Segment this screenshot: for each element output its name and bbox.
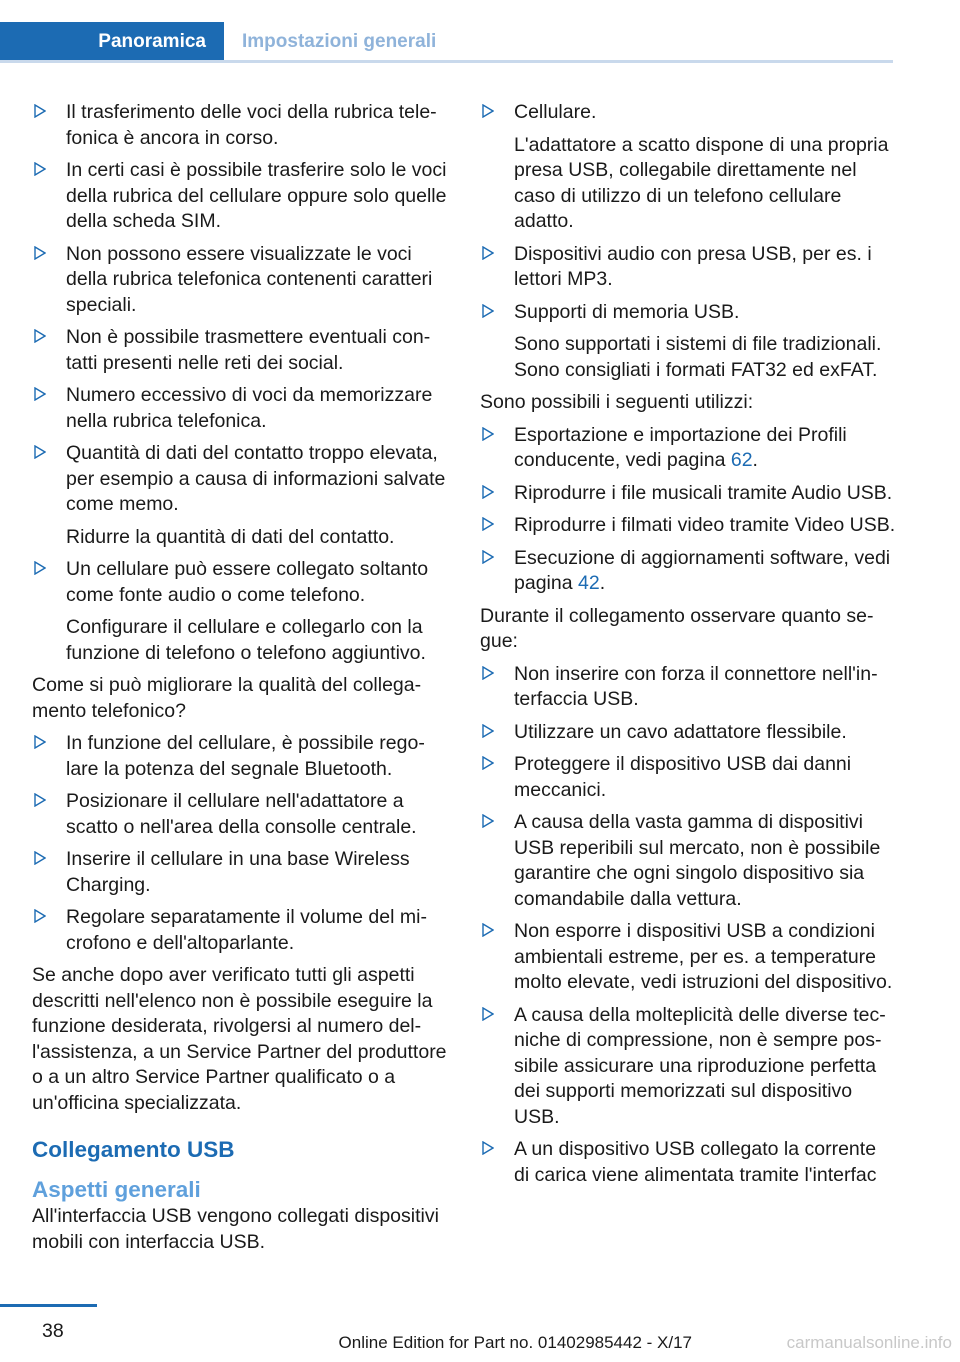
list-item: Posizionare il cellulare nell'adattatore a scatto o nell'area della consolle centrale. bbox=[32, 789, 448, 840]
page-link-62[interactable]: 62 bbox=[730, 449, 753, 471]
header-tab-impostazioni[interactable]: Impostazioni generali bbox=[242, 31, 437, 52]
devices-list bbox=[480, 100, 896, 383]
triangle-bullet-icon bbox=[482, 104, 496, 120]
list-item: Cellulare. L'adattatore a scatto dispone di una propria presa USB, collegabile direttamente nel caso di utilizzo di un telefono cellulare adatto. bbox=[480, 100, 896, 235]
list-item: A causa della molteplicità delle diverse tecniche di compressione, non è sempre possibile assicurare una riproduzione perfetta dei supporti memorizzati sul dispositivo USB. bbox=[480, 1003, 896, 1131]
list-item: Numero eccessivo di voci da memorizzare nella rubrica telefonica. bbox=[32, 383, 448, 434]
list-item: Utilizzare un cavo adattatore flessibile. bbox=[480, 720, 896, 746]
triangle-bullet-icon bbox=[482, 517, 496, 533]
quality-tips-list bbox=[32, 731, 448, 956]
list-item: Esportazione e importazione dei Profili conducente, vedi pagina 62. bbox=[480, 423, 896, 474]
header-tab-panoramica[interactable]: Panoramica bbox=[0, 22, 224, 62]
edition-note: Online Edition for Part no. 01402985442 - X/17 bbox=[338, 1333, 692, 1352]
triangle-bullet-icon bbox=[482, 814, 496, 830]
page-link-42[interactable]: 42 bbox=[577, 572, 600, 594]
triangle-bullet-icon bbox=[482, 550, 496, 566]
list-item: In certi casi è possibile trasferire solo le voci della rubrica del cellulare oppure solo quelle della scheda SIM. bbox=[32, 158, 448, 235]
list-item: Il trasferimento delle voci della rubrica telefonica è ancora in corso. bbox=[32, 100, 448, 151]
uses-list bbox=[480, 423, 896, 597]
triangle-bullet-icon bbox=[34, 329, 48, 345]
triangle-bullet-icon bbox=[34, 561, 48, 577]
usb-intro-paragraph: All'interfaccia USB vengono collegati dispositivi mobili con interfaccia USB. bbox=[32, 1205, 439, 1253]
uses-intro: Sono possibili i seguenti utilizzi: bbox=[480, 391, 754, 413]
page-header bbox=[0, 0, 960, 64]
triangle-bullet-icon bbox=[34, 162, 48, 178]
triangle-bullet-icon bbox=[34, 793, 48, 809]
cautions-list bbox=[480, 662, 896, 1189]
list-item: Non è possibile trasmettere eventuali contatti presenti nelle reti dei social. bbox=[32, 325, 448, 376]
triangle-bullet-icon bbox=[482, 724, 496, 740]
triangle-bullet-icon bbox=[34, 909, 48, 925]
list-item: Regolare separatamente il volume del microfono e dell'altoparlante. bbox=[32, 905, 448, 956]
list-item: Dispositivi audio con presa USB, per es. i lettori MP3. bbox=[480, 242, 896, 293]
right-column bbox=[480, 100, 896, 1195]
subsection-title-general: Aspetti generali bbox=[32, 1177, 201, 1202]
page-number: 38 bbox=[42, 1320, 64, 1342]
quality-question: Come si può migliorare la qualità del collegamento telefonico? bbox=[32, 674, 422, 722]
triangle-bullet-icon bbox=[482, 756, 496, 772]
triangle-bullet-icon bbox=[482, 666, 496, 682]
triangle-bullet-icon bbox=[34, 735, 48, 751]
header-divider bbox=[0, 60, 893, 63]
triangle-bullet-icon bbox=[34, 246, 48, 262]
triangle-bullet-icon bbox=[482, 246, 496, 262]
list-item: A un dispositivo USB collegato la corrente di carica viene alimentata tramite l'interfac bbox=[480, 1137, 896, 1188]
closing-paragraph: Se anche dopo aver verificato tutti gli aspetti descritti nell'elenco non è possibile eseguire la funzione desiderata, rivolgersi al numero dell'assistenza, a un Service Partner del produttore o a un altro Service Partner qualificato o a un'officina specializzata. bbox=[32, 964, 447, 1114]
observe-intro: Durante il collegamento osservare quanto segue: bbox=[480, 604, 874, 652]
triangle-bullet-icon bbox=[34, 445, 48, 461]
list-item: Non esporre i dispositivi USB a condizioni ambientali estreme, per es. a temperature molto elevate, vedi istruzioni del dispositivo. bbox=[480, 919, 896, 996]
triangle-bullet-icon bbox=[482, 923, 496, 939]
list-item: Riprodurre i filmati video tramite Video USB. bbox=[480, 513, 896, 539]
list-item: Supporti di memoria USB. Sono supportati i sistemi di file tradizionali. Sono consigliati i formati FAT32 ed exFAT. bbox=[480, 300, 896, 384]
list-item: Proteggere il dispositivo USB dai danni meccanici. bbox=[480, 752, 896, 803]
list-item: Inserire il cellulare in una base Wireless Charging. bbox=[32, 847, 448, 898]
list-item: Esecuzione di aggiornamenti software, vedi pagina 42. bbox=[480, 546, 896, 597]
list-item: In funzione del cellulare, è possibile regolare la potenza del segnale Bluetooth. bbox=[32, 731, 448, 782]
triangle-bullet-icon bbox=[482, 485, 496, 501]
triangle-bullet-icon bbox=[482, 1141, 496, 1157]
triangle-bullet-icon bbox=[482, 427, 496, 443]
section-title-usb: Collegamento USB bbox=[32, 1137, 235, 1162]
list-item: Un cellulare può essere collegato soltanto come fonte audio o come telefono. Configurare il cellulare e collegarlo con la funzione di telefono o telefono aggiuntivo. bbox=[32, 557, 448, 666]
list-item: Quantità di dati del contatto troppo elevata, per esempio a causa di informazioni salvate come memo. Ridurre la quantità di dati del contatto. bbox=[32, 441, 448, 550]
list-item: Non inserire con forza il connettore nell'interfaccia USB. bbox=[480, 662, 896, 713]
triangle-bullet-icon bbox=[482, 1007, 496, 1023]
left-column bbox=[32, 100, 448, 1262]
footer-divider bbox=[0, 1304, 97, 1307]
triangle-bullet-icon bbox=[482, 304, 496, 320]
triangle-bullet-icon bbox=[34, 104, 48, 120]
triangle-bullet-icon bbox=[34, 387, 48, 403]
watermark-text: carmanualsonline.info bbox=[786, 1333, 952, 1352]
list-item: A causa della vasta gamma di dispositivi USB reperibili sul mercato, non è possibile garantire che ogni singolo dispositivo sia comandabile dalla vettura. bbox=[480, 810, 896, 912]
list-item: Riprodurre i file musicali tramite Audio USB. bbox=[480, 481, 896, 507]
issues-list bbox=[32, 100, 448, 666]
list-item: Non possono essere visualizzate le voci della rubrica telefonica contenenti caratteri speciali. bbox=[32, 242, 448, 319]
triangle-bullet-icon bbox=[34, 851, 48, 867]
